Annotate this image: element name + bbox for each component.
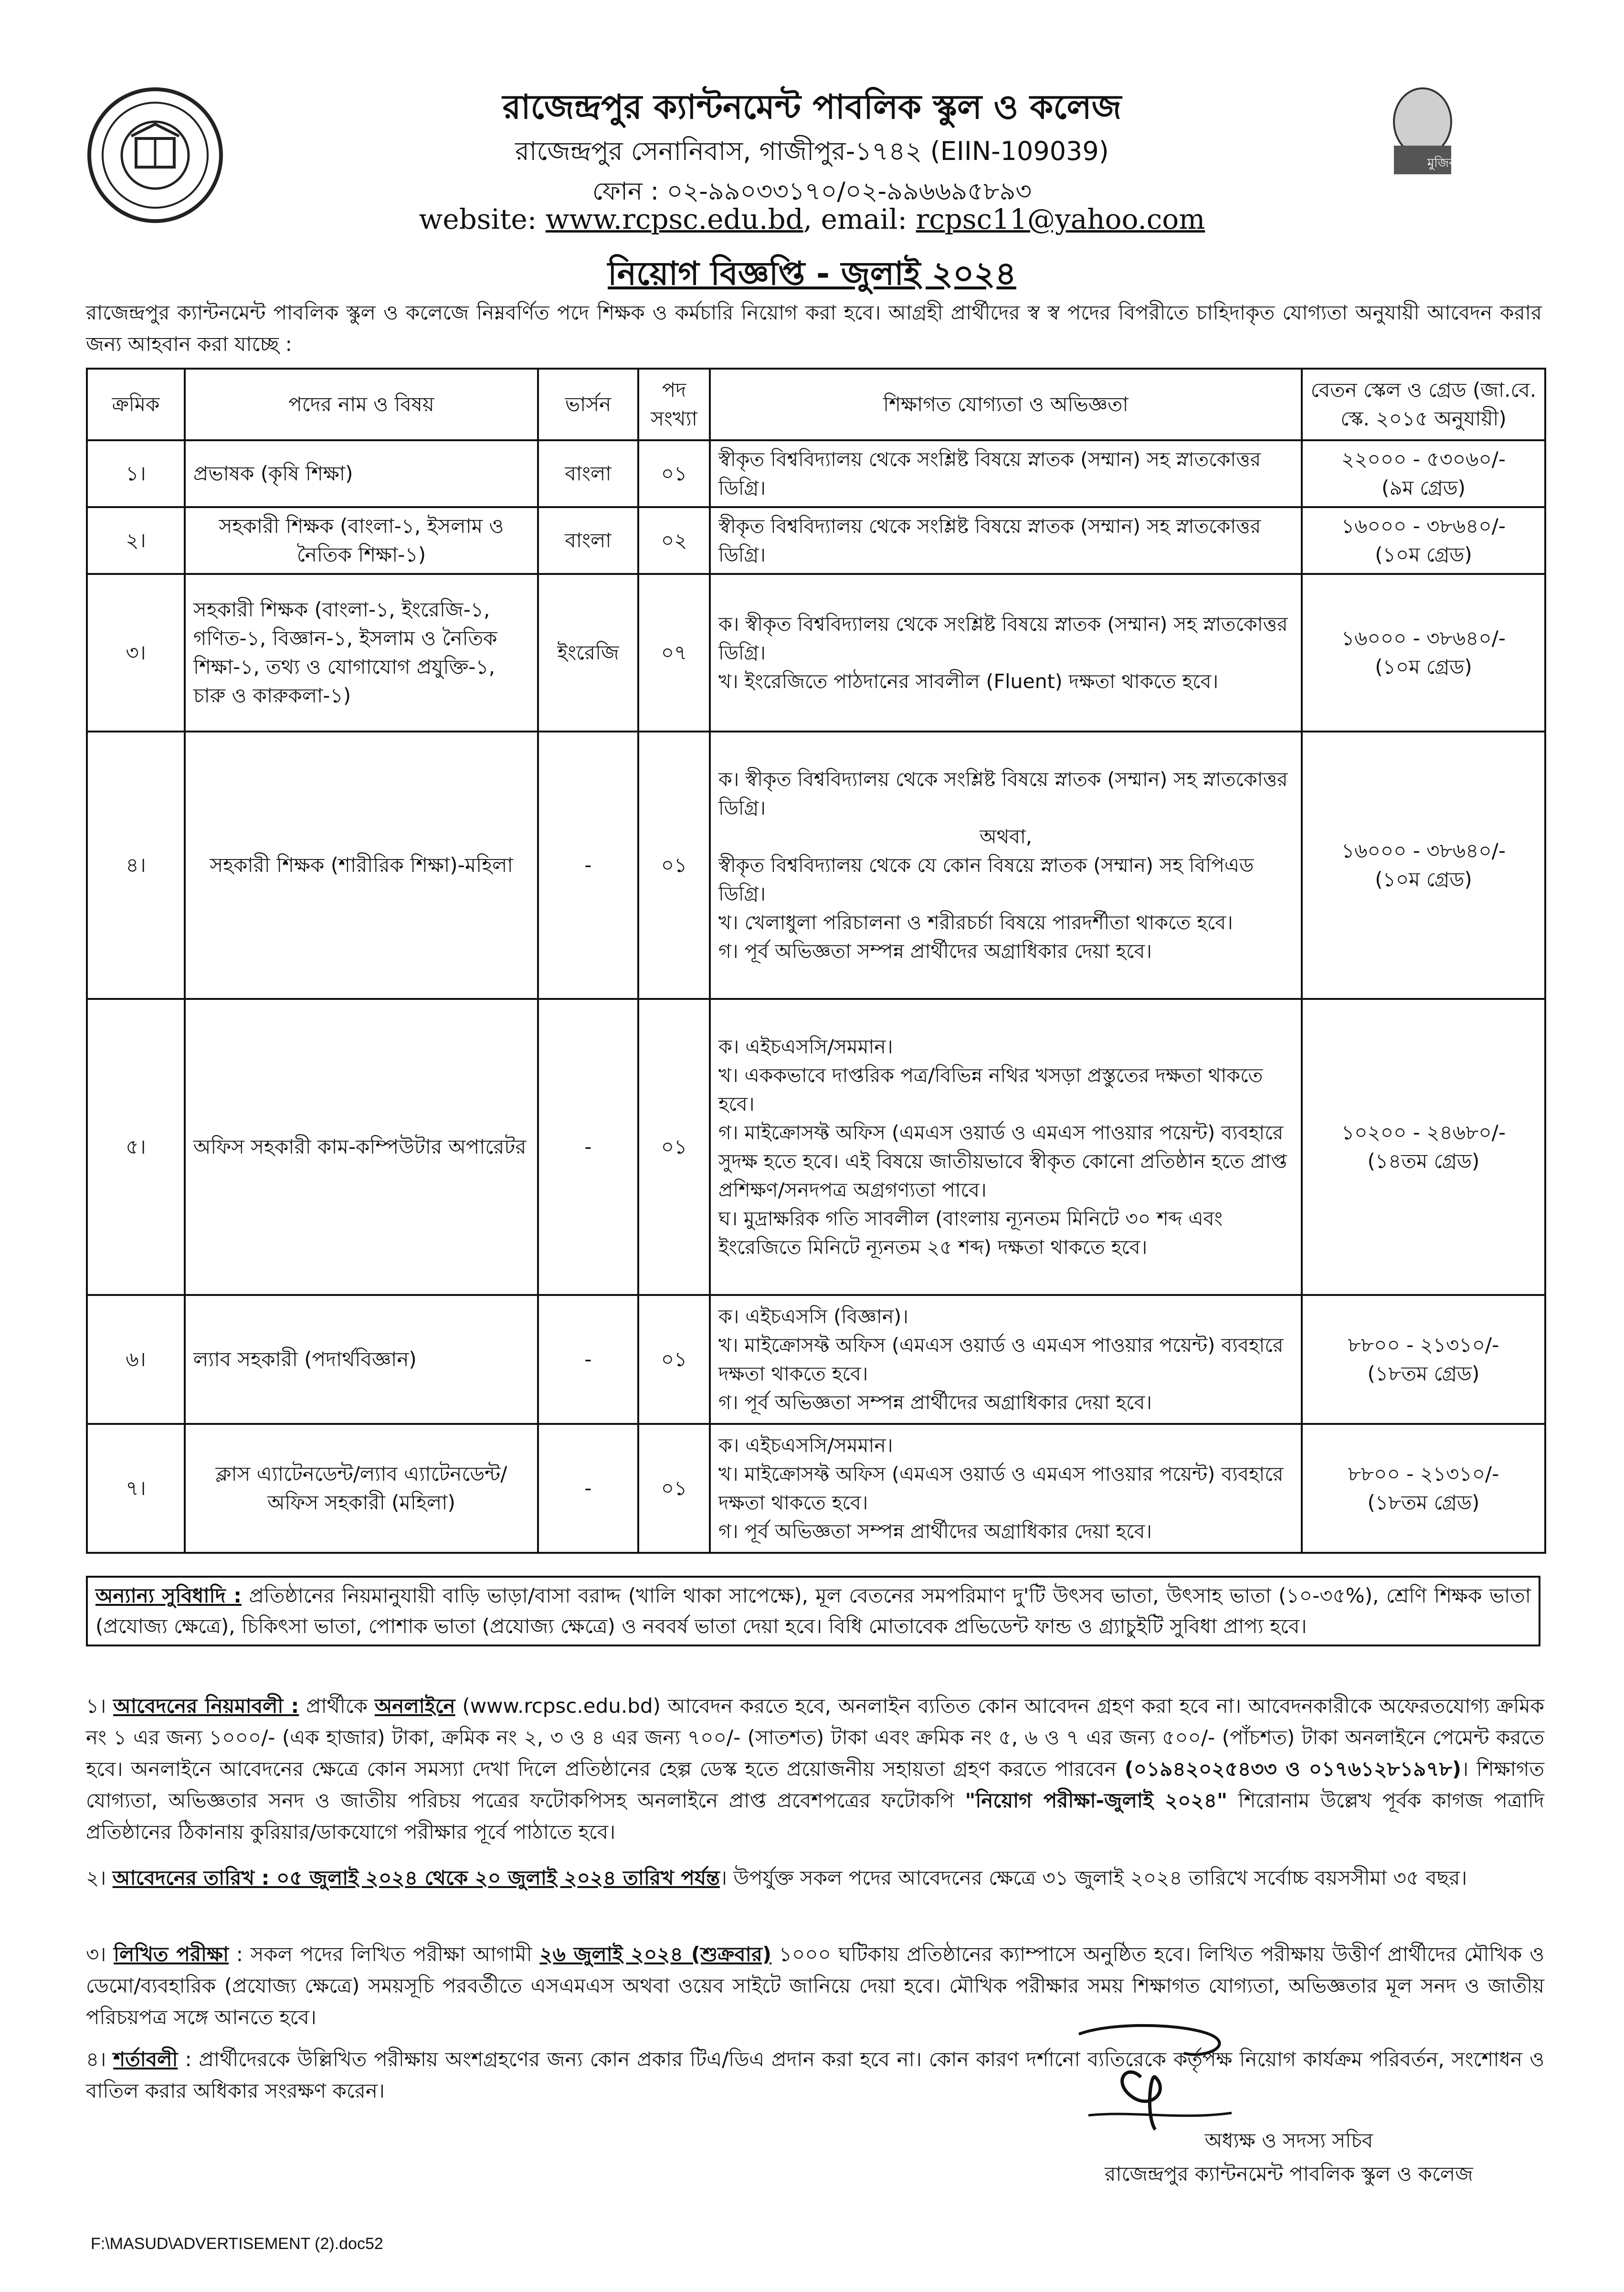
qual-line: খ। মাইক্রোসফ্ট অফিস (এমএস ওয়ার্ড ও এমএস পাওয়ার পয়েন্ট) ব্যবহারে দক্ষতা থাকতে হবে। (718, 1463, 1284, 1514)
header-salary: বেতন স্কেল ও গ্রেড (জা.বে. স্কে. ২০১৫ অনুযায়ী) (1302, 369, 1545, 440)
benefits-text: প্রতিষ্ঠানের নিয়মানুযায়ী বাড়ি ভাড়া/বাসা বরাদ্দ (খালি থাকা সাপেক্ষে), মূল বেতনের সমপরিমাণ দু'টি উৎসব ভাতা, উৎসাহ ভাতা (১০-৩৫%), শ্রেণি শিক্ষক ভাতা (প্রযোজ্য ক্ষেত্রে), চিকিৎসা ভাতা, পোশাক ভাতা (প্রযোজ্য ক্ষেত্রে) ও নববর্ষ ভাতা দেয়া হবে। বিধি মোতাবেক প্রভিডেন্ট ফান্ড ও গ্র্যাচুইটি সুবিধা প্রাপ্য হবে। (95, 1584, 1531, 1638)
rule-written-exam (86, 1939, 1544, 2033)
salary-scale: ১৬০০০ - ৩৮৬৪০/- (1341, 626, 1506, 650)
rule-text: আবেদন করতে হবে, অনলাইন ব্যতিত কোন আবেদন গ্রহণ করা হবে না। আবেদনকারীকে অফেরতযোগ্য ক্রমিক নং ১ এর জন্য ১০০০/- (এক হাজার) টাকা, ক্রমিক নং ২, ৩ ও ৪ এর জন্য ৭০০/- (সাতশত) টাকা এবং ক্রমিক নং ৫, ৬ ও ৭ এর জন্য ৫০০/- (পাঁচশত) টাকা অনলাইনে পেমেন্ট করতে হবে। অনলাইনে আবেদনের ক্ষেত্রে কোন সমস্যা দেখা দিলে প্রতিষ্ঠানের হেল্প ডেস্ক হতে প্রয়োজনীয় সহায়তা গ্রহণ করতে পারবেন (86, 1694, 1544, 1781)
rule-text: ১০০০ ঘটিকায় প্রতিষ্ঠানের ক্যাম্পাসে অনুষ্ঠিত হবে। লিখিত পরীক্ষায় উত্তীর্ণ প্রার্থীদের মৌখিক ও ডেমো/ব্যবহারিক (প্রযোজ্য ক্ষেত্রে) সময়সূচি পরবর্তীতে এসএমএস অথবা ওয়েব সাইটে জানিয়ে দেয়া হবে। মৌখিক পরীক্ষার সময় শিক্ষাগত যোগ্যতা, অভিজ্ঞতার মূল সনদ ও জাতীয় পরিচয়পত্র সঙ্গে আনতে হবে। (86, 1942, 1544, 2029)
row-salary (1302, 1424, 1545, 1553)
row-qualification (710, 732, 1302, 999)
posts-table (86, 368, 1546, 1554)
row-serial: ৪। (87, 732, 185, 999)
qual-line: গ। পূর্ব অভিজ্ঞতা সম্পন্ন প্রার্থীদের অগ্রাধিকার দেয়া হবে। (718, 1391, 1152, 1414)
row-version: বাংলা (538, 507, 638, 574)
salary-scale: ২২০০০ - ৫৩০৬০/- (1341, 447, 1506, 471)
row-post: ক্লাস এ্যাটেনডেন্ট/ল্যাব এ্যাটেনডেন্ট/ অফিস সহকারী (মহিলা) (185, 1424, 538, 1553)
row-serial: ৬। (87, 1295, 185, 1424)
row-salary (1302, 574, 1545, 732)
header-post: পদের নাম ও বিষয় (185, 369, 538, 440)
row-salary (1302, 999, 1545, 1295)
qual-line: ক। স্বীকৃত বিশ্ববিদ্যালয় থেকে সংশ্লিষ্ট বিষয়ে স্নাতক (সম্মান) সহ স্নাতকোত্তর ডিগ্রি। (718, 613, 1288, 664)
row-qualification (710, 1424, 1302, 1553)
rule-heading: আবেদনের তারিখ : (112, 1866, 270, 1889)
row-salary (1302, 440, 1545, 507)
row-serial: ৩। (87, 574, 185, 732)
exam-date: ২৬ জুলাই ২০২৪ (শুক্রবার) (539, 1942, 772, 1966)
qual-line: খ। মাইক্রোসফ্ট অফিস (এমএস ওয়ার্ড ও এমএস পাওয়ার পয়েন্ট) ব্যবহারে দক্ষতা থাকতে হবে। (718, 1334, 1284, 1385)
qual-line: গ। পূর্ব অভিজ্ঞতা সম্পন্ন প্রার্থীদের অগ্রাধিকার দেয়া হবে। (718, 940, 1152, 963)
row-version: বাংলা (538, 440, 638, 507)
website-label: website: (419, 203, 546, 235)
qual-line: গ। পূর্ব অভিজ্ঞতা সম্পন্ন প্রার্থীদের অগ্রাধিকার দেয়া হবে। (718, 1520, 1152, 1543)
row-qualification (710, 507, 1302, 574)
row-post: অফিস সহকারী কাম-কম্পিউটার অপারেটর (185, 999, 538, 1295)
qual-line: ক। এইচএসসি/সমমান। (718, 1434, 893, 1457)
header-count: পদ সংখ্যা (638, 369, 710, 440)
salary-grade: (১০ম গ্রেড) (1375, 543, 1472, 566)
file-path-footer: F:\MASUD\ADVERTISEMENT (2).doc52 (91, 2235, 383, 2253)
row-count: ০১ (638, 732, 710, 999)
row-version: - (538, 1424, 638, 1553)
row-post: সহকারী শিক্ষক (বাংলা-১, ইংরেজি-১, গণিত-১, বিজ্ঞান-১, ইসলাম ও নৈতিক শিক্ষা-১, তথ্য ও যোগাযোগ প্রযুক্তি-১, চারু ও কারুকলা-১) (185, 574, 538, 732)
website-link[interactable]: www.rcpsc.edu.bd (545, 203, 803, 235)
row-serial: ২। (87, 507, 185, 574)
row-count: ০১ (638, 1424, 710, 1553)
rule-url[interactable]: (www.rcpsc.edu.bd) (455, 1694, 668, 1718)
application-dates: ০৫ জুলাই ২০২৪ থেকে ২০ জুলাই ২০২৪ তারিখ পর্যন্ত (269, 1866, 720, 1889)
rule-text: । শিক্ষাগত যোগ্যতা, অভিজ্ঞতার সনদ ও জাতীয় পরিচয় পত্রের ফটোকপিসহ অনলাইনে প্রাপ্ত প্রবেশপত্রের ফটোকপি (86, 1757, 1545, 1812)
school-phone: ফোন : ০২-৯৯০৩৩১৭০/০২-৯৯৬৬৯৫৮৯৩ (592, 177, 1032, 206)
rule-online-text: অনলাইনে (374, 1694, 455, 1718)
table-row (87, 440, 1545, 507)
header-version: ভার্সন (538, 369, 638, 440)
school-name: রাজেন্দ্রপুর ক্যান্টনমেন্ট পাবলিক স্কুল ও কলেজ (502, 87, 1122, 127)
header-serial: ক্রমিক (87, 369, 185, 440)
rule-conditions (86, 2044, 1544, 2107)
email-label: , email: (803, 203, 916, 235)
contact-line (0, 203, 1624, 235)
notice-title (0, 248, 1624, 303)
row-count: ০১ (638, 999, 710, 1295)
row-post: সহকারী শিক্ষক (শারীরিক শিক্ষা)-মহিলা (185, 732, 538, 999)
benefits-box (86, 1576, 1540, 1646)
benefits-heading: অন্যান্য সুবিধাদি : (95, 1584, 242, 1607)
qual-line: ক। এইচএসসি/সমমান। (718, 1035, 893, 1058)
row-post: সহকারী শিক্ষক (বাংলা-১, ইসলাম ও নৈতিক শিক্ষা-১) (185, 507, 538, 574)
salary-scale: ১৬০০০ - ৩৮৬৪০/- (1341, 514, 1506, 538)
row-qualification (710, 440, 1302, 507)
row-salary (1302, 732, 1545, 999)
table-row (87, 999, 1545, 1295)
row-version: ইংরেজি (538, 574, 638, 732)
qual-line: ক। এইচএসসি (বিজ্ঞান)। (718, 1305, 908, 1328)
salary-grade: (১৪তম গ্রেড) (1367, 1149, 1480, 1173)
row-serial: ৭। (87, 1424, 185, 1553)
row-salary (1302, 1295, 1545, 1424)
table-row (87, 1295, 1545, 1424)
table-header-row (87, 369, 1545, 440)
intro-paragraph: রাজেন্দ্রপুর ক্যান্টনমেন্ট পাবলিক স্কুল ও কলেজে নিম্নবর্ণিত পদে শিক্ষক ও কর্মচারি নিয়োগ করা হবে। আগ্রহী প্রার্থীদের স্ব স্ব পদের বিপরীতে চাহিদাকৃত যোগ্যতা অনুযায়ী আবেদন করার জন্য আহবান করা যাচ্ছে : (86, 301, 1542, 356)
row-version: - (538, 999, 638, 1295)
qual-line: ঘ। মুদ্রাক্ষরিক গতি সাবলীল (বাংলায় ন্যূনতম মিনিটে ৩০ শব্দ এবং ইংরেজিতে মিনিটে ন্যূনতম ২৫ শব্দ) দক্ষতা থাকতে হবে। (718, 1207, 1223, 1259)
row-version: - (538, 1295, 638, 1424)
qual-line: খ। এককভাবে দাপ্তরিক পত্র/বিভিন্ন নথির খসড়া প্রস্তুতের দক্ষতা থাকতে হবে। (718, 1064, 1263, 1115)
row-post: ল্যাব সহকারী (পদার্থবিজ্ঞান) (185, 1295, 538, 1424)
salary-grade: (১৮তম গ্রেড) (1367, 1362, 1480, 1385)
rule-heading: শর্তাবলী (113, 2048, 178, 2071)
rule-text: । উপর্যুক্ত সকল পদের আবেদনের ক্ষেত্রে ৩১ জুলাই ২০২৪ তারিখে সর্বোচ্চ বয়সসীমা ৩৫ বছর। (719, 1866, 1467, 1889)
signatory-title: অধ্যক্ষ ও সদস্য সচিব (1204, 2129, 1373, 2152)
row-count: ০৭ (638, 574, 710, 732)
salary-grade: (১০ম গ্রেড) (1375, 868, 1472, 891)
row-salary (1302, 507, 1545, 574)
table-row (87, 574, 1545, 732)
salary-grade: (১৮তম গ্রেড) (1367, 1491, 1480, 1514)
signatory-organization: রাজেন্দ্রপুর ক্যান্টনমেন্ট পাবলিক স্কুল ও কলেজ (1105, 2162, 1473, 2186)
rule-text: শিরোনাম উল্লেখ পূর্বক কাগজ পত্রাদি প্রতিষ্ঠানের ঠিকানায় কুরিয়ার/ডাকযোগে পরীক্ষার পূর্বে পাঠাতে হবে। (86, 1789, 1544, 1844)
row-version: - (538, 732, 638, 999)
helpdesk-phones: (০১৯৪২০২৫৪৩৩ ও ০১৭৬১২৮১৯৭৮) (1124, 1757, 1462, 1781)
row-count: ০২ (638, 507, 710, 574)
row-serial: ৫। (87, 999, 185, 1295)
qual-line: খ। ইংরেজিতে পাঠদানের সাবলীল (Fluent) দক্ষতা থাকতে হবে। (718, 670, 1219, 693)
qual-line: ক। স্বীকৃত বিশ্ববিদ্যালয় থেকে সংশ্লিষ্ট বিষয়ে স্নাতক (সম্মান) সহ স্নাতকোত্তর ডিগ্রি। (718, 768, 1288, 819)
row-qualification (710, 1295, 1302, 1424)
qual-line: স্বীকৃত বিশ্ববিদ্যালয় থেকে যে কোন বিষয়ে স্নাতক (সম্মান) সহ বিপিএড ডিগ্রি। (718, 854, 1254, 905)
school-address: রাজেন্দ্রপুর সেনানিবাস, গাজীপুর-১৭৪২ (EIIN-109039) (515, 136, 1109, 166)
salary-scale: ১৬০০০ - ৩৮৬৪০/- (1341, 839, 1506, 862)
rule-number: ৪। (86, 2048, 106, 2071)
row-count: ০১ (638, 1295, 710, 1424)
row-count: ০১ (638, 440, 710, 507)
qual-line: খ। খেলাধুলা পরিচালনা ও শরীরচর্চা বিষয়ে পারদর্শীতা থাকতে হবে। (718, 911, 1233, 934)
qual-line: গ। মাইক্রোসফ্ট অফিস (এমএস ওয়ার্ড ও এমএস পাওয়ার পয়েন্ট) ব্যবহারে সুদক্ষ হতে হবে। এই বিষয়ে জাতীয়ভাবে স্বীকৃত কোনো প্রতিষ্ঠান হতে প্রাপ্ত প্রশিক্ষণ/সনদপত্র অগ্রগণ্যতা পাবে। (718, 1121, 1287, 1201)
salary-scale: ৮৮০০ - ২১৩১০/- (1348, 1333, 1499, 1357)
row-post: প্রভাষক (কৃষি শিক্ষা) (185, 440, 538, 507)
notice-title-text: নিয়োগ বিজ্ঞপ্তি - জুলাই ২০২৪ (608, 255, 1016, 293)
rule-dates (86, 1862, 1544, 1894)
mujib-logo-text: মুজিব ১০০ (1427, 156, 1484, 170)
rule-text: : সকল পদের লিখিত পরীক্ষা আগামী (229, 1942, 540, 1966)
row-qualification (710, 999, 1302, 1295)
table-row (87, 1424, 1545, 1553)
rule-application (86, 1690, 1544, 1848)
salary-grade: (১০ম গ্রেড) (1375, 655, 1472, 679)
envelope-title: "নিয়োগ পরীক্ষা-জুলাই ২০২৪" (965, 1789, 1228, 1812)
rule-number: ২। (86, 1866, 106, 1889)
qual-line: স্বীকৃত বিশ্ববিদ্যালয় থেকে সংশ্লিষ্ট বিষয়ে স্নাতক (সম্মান) সহ স্নাতকোত্তর ডিগ্রি। (718, 448, 1261, 499)
table-row (87, 732, 1545, 999)
rule-heading: লিখিত পরীক্ষা (114, 1942, 229, 1966)
row-qualification (710, 574, 1302, 732)
rule-number: ১। (86, 1694, 106, 1718)
rule-heading: আবেদনের নিয়মাবলী : (113, 1694, 299, 1718)
email-link[interactable]: rcpsc11@yahoo.com (916, 203, 1205, 235)
qual-line: স্বীকৃত বিশ্ববিদ্যালয় থেকে সংশ্লিষ্ট বিষয়ে স্নাতক (সম্মান) সহ স্নাতকোত্তর ডিগ্রি। (718, 515, 1261, 566)
salary-grade: (৯ম গ্রেড) (1381, 476, 1466, 499)
header-qualification: শিক্ষাগত যোগ্যতা ও অভিজ্ঞতা (710, 369, 1302, 440)
row-serial: ১। (87, 440, 185, 507)
rule-text: প্রার্থীকে (299, 1694, 375, 1718)
table-row (87, 507, 1545, 574)
rule-number: ৩। (86, 1942, 106, 1966)
qual-line: অথবা, (980, 825, 1032, 848)
salary-scale: ৮৮০০ - ২১৩১০/- (1348, 1462, 1499, 1486)
rule-text: : প্রার্থীদেরকে উল্লিখিত পরীক্ষায় অংশগ্রহণের জন্য কোন প্রকার টিএ/ডিএ প্রদান করা হবে না। কোন কারণ দর্শানো ব্যতিরেকে কর্তৃপক্ষ নিয়োগ কার্যক্রম পরিবর্তন, সংশোধন ও বাতিল করার অধিকার সংরক্ষণ করেন। (86, 2048, 1544, 2102)
salary-scale: ১০২০০ - ২৪৬৮০/- (1341, 1121, 1506, 1144)
